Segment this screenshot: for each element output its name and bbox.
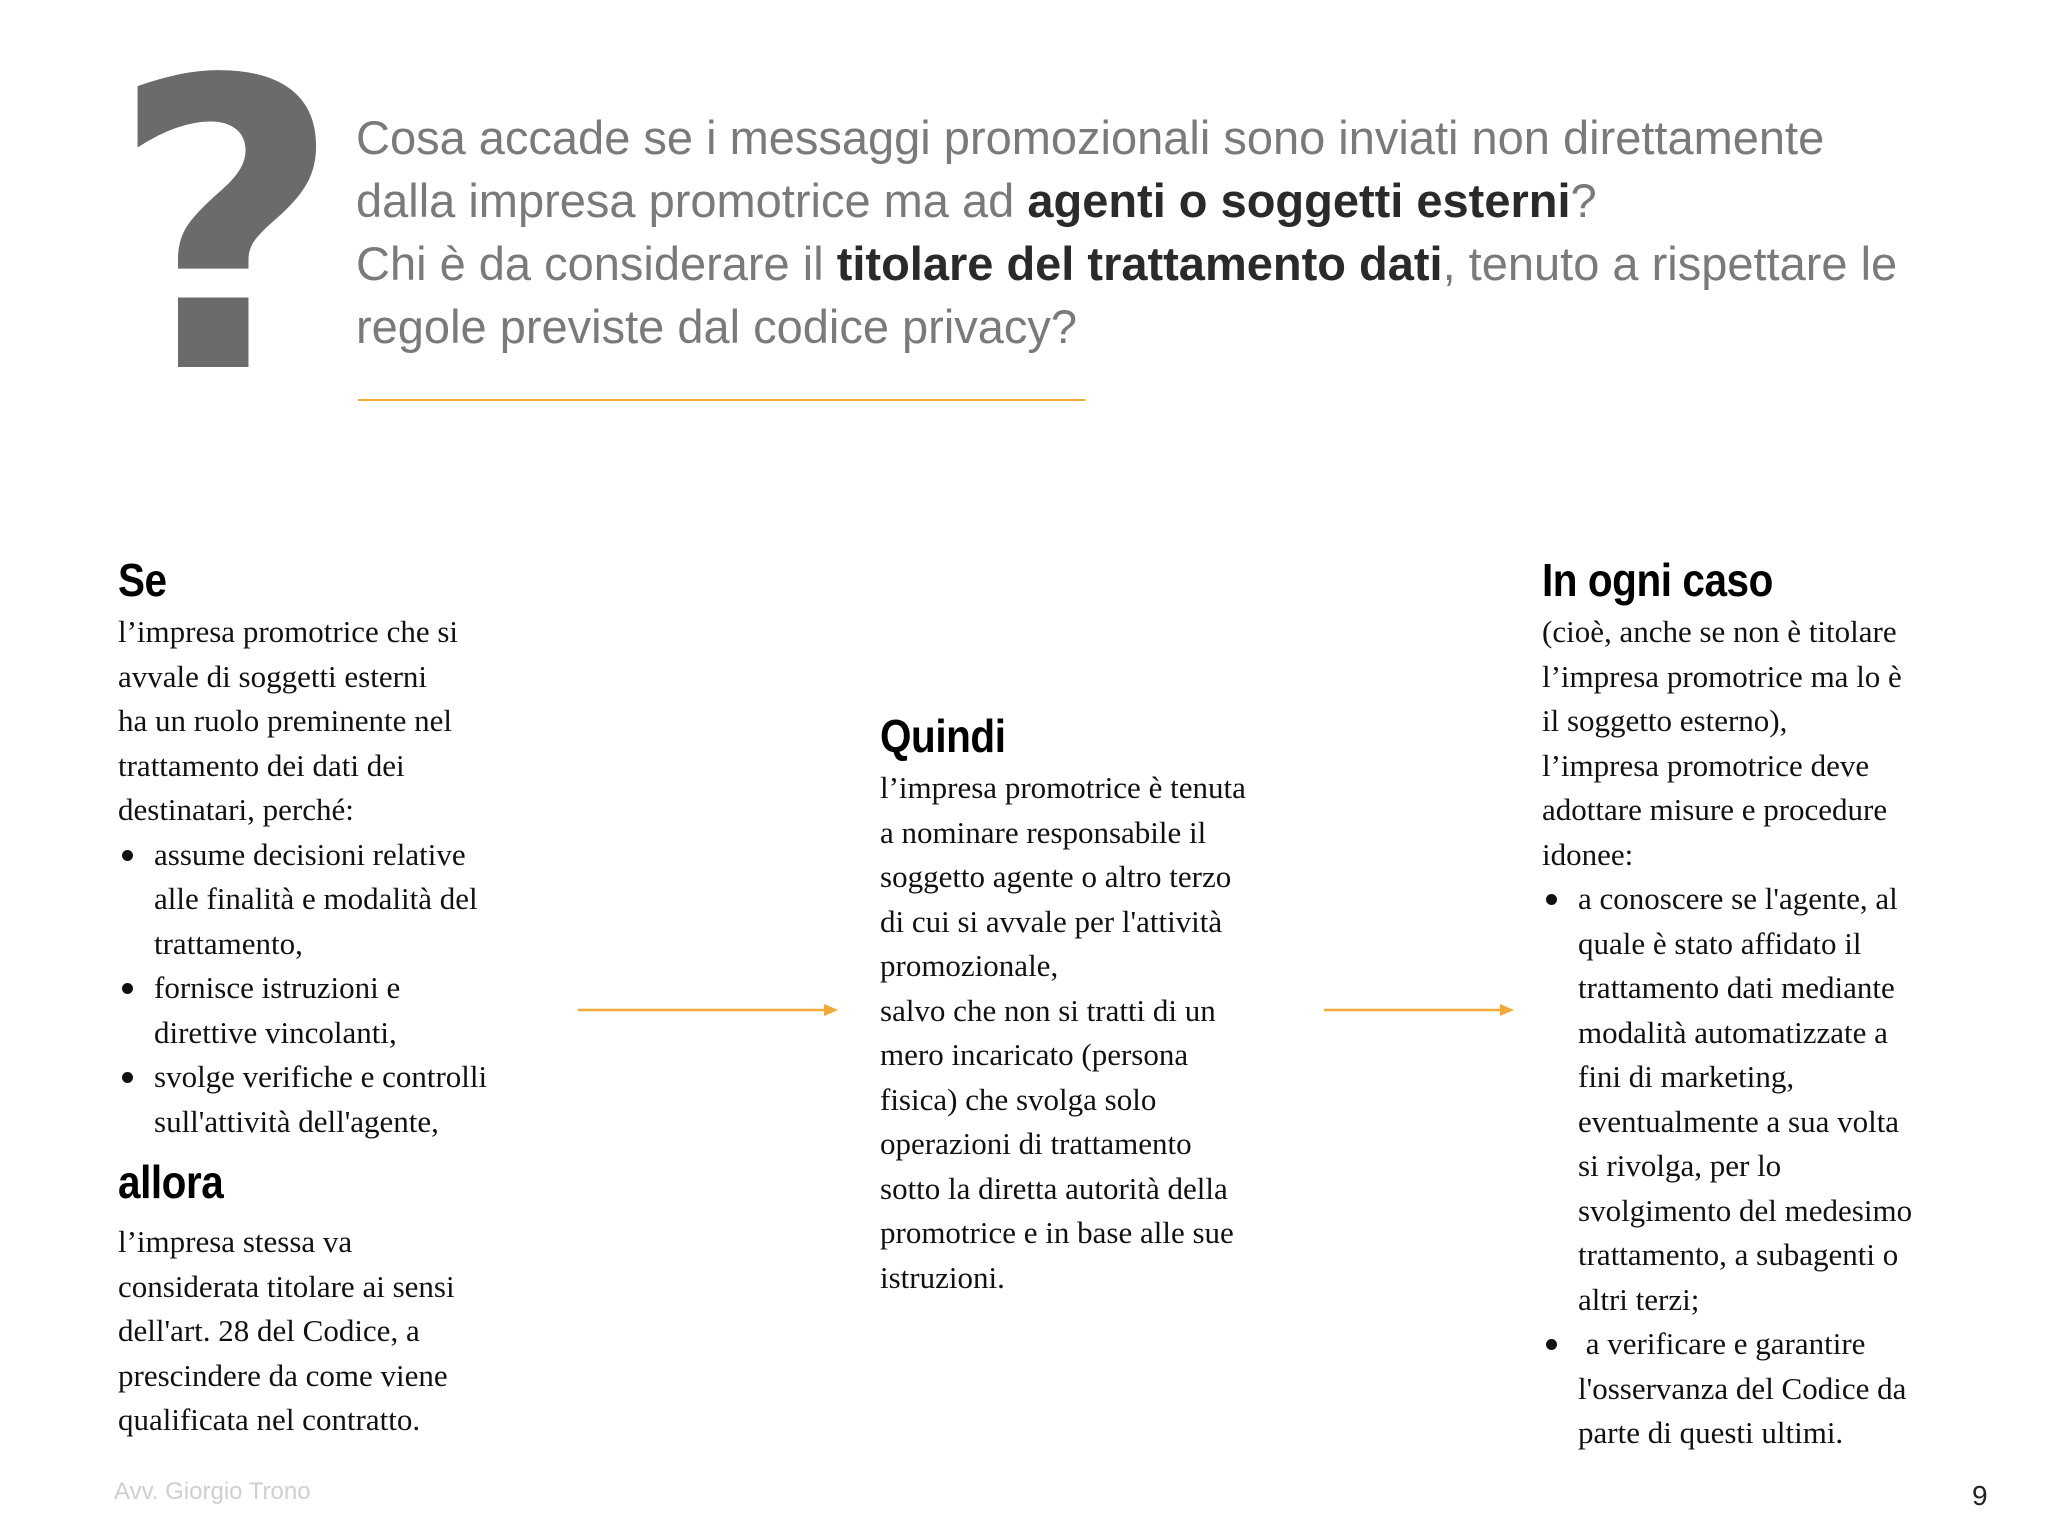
list-item: fornisce istruzioni e direttive vincolanti, [118, 966, 578, 1055]
left-column [118, 552, 578, 1443]
question-mark-icon: ? [110, 0, 343, 462]
list-item: svolge verifiche e controlli sull'attività dell'agente, [118, 1055, 578, 1144]
question-line-4: regole previste dal codice privacy? [356, 300, 1078, 353]
middle-heading: Quindi [880, 710, 1006, 762]
list-item: assume decisioni relative alle finalità e modalità del trattamento, [118, 833, 578, 967]
right-heading: In ogni caso [1542, 554, 1773, 606]
list-item: a verificare e garantire l'osservanza del Codice da parte di questi ultimi. [1542, 1322, 2012, 1456]
left-bullet-list [118, 833, 578, 1145]
right-column [1542, 552, 2012, 1456]
left-heading: Se [118, 554, 167, 606]
title-divider [358, 399, 1085, 401]
middle-column [880, 708, 1320, 1300]
arrow-right-icon [1322, 1000, 1516, 1020]
left-intro: l’impresa promotrice che si avvale di soggetti esterni ha un ruolo preminente nel trattamento dei dati dei destinatari, perché: [118, 614, 459, 827]
page-number: 9 [1972, 1480, 1988, 1511]
question-line-2: dalla impresa promotrice ma ad agenti o soggetti esterni? [356, 174, 1597, 227]
list-item: a conoscere se l'agente, al quale è stato affidato il trattamento dati mediante modalità automatizzate a fini di marketing, eventualmente a sua volta si rivolga, per lo svolgimento del medesimo trattamento, a subagenti o altri terzi; [1542, 877, 2012, 1322]
middle-text: l’impresa promotrice è tenuta a nominare responsabile il soggetto agente o altro terzo di cui si avvale per l'attività promozionale, salvo che non si tratti di un mero incaricato (persona fisica) che svolga solo operazioni di trattamento sotto la diretta autorità della promotrice e in base alle sue istruzioni. [880, 770, 1246, 1295]
right-intro: (cioè, anche se non è titolare l’impresa promotrice ma lo è il soggetto esterno), l’impresa promotrice deve adottare misure e procedure idonee: [1542, 614, 1902, 872]
left-heading-allora: allora [118, 1156, 224, 1208]
left-conclusion: l’impresa stessa va considerata titolare ai sensi dell'art. 28 del Codice, a prescindere da come viene qualificata nel contratto. [118, 1224, 455, 1437]
question-line-1: Cosa accade se i messaggi promozionali sono inviati non direttamente [356, 111, 1825, 164]
right-bullet-list [1542, 877, 2012, 1456]
question-line-3: Chi è da considerare il titolare del trattamento dati, tenuto a rispettare le [356, 237, 1898, 290]
footer-author: Avv. Giorgio Trono [114, 1478, 311, 1505]
question-text [356, 106, 1996, 358]
arrow-right-icon [576, 1000, 840, 1020]
